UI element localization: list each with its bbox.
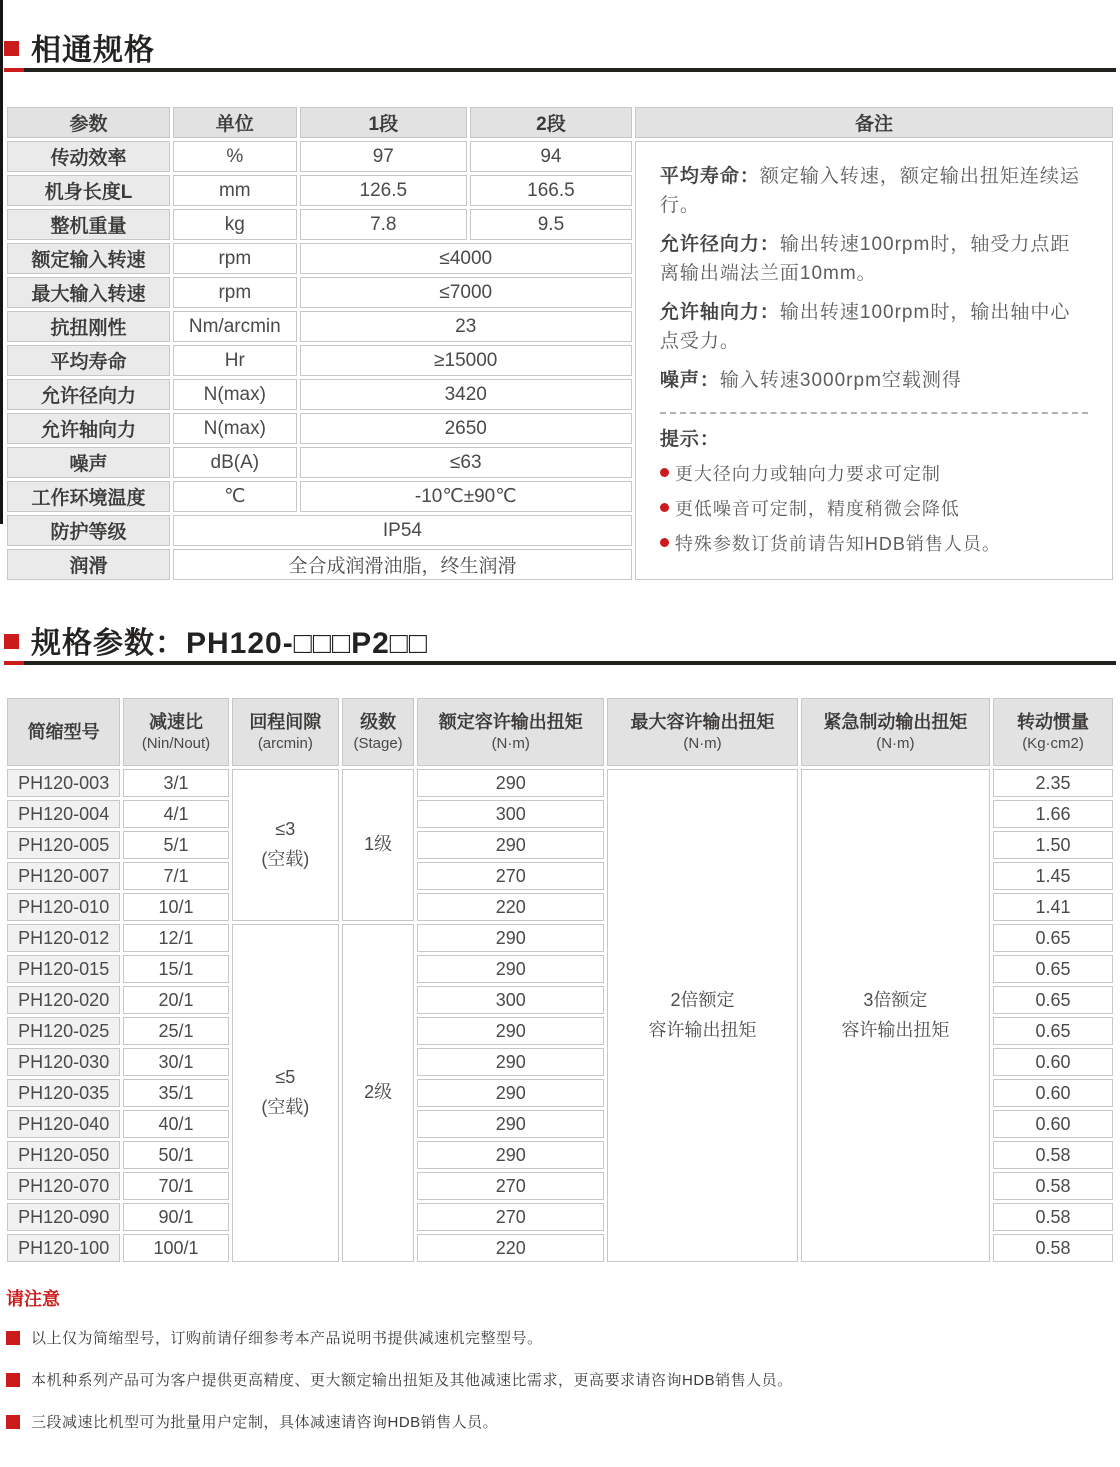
notice-item <box>6 1411 1116 1432</box>
unit-cell: N(max) <box>173 413 297 444</box>
max-torque-line: 容许输出扭矩 <box>648 1019 757 1040</box>
ratio-cell: 40/1 <box>123 1110 228 1138</box>
ratio-cell: 10/1 <box>123 893 228 921</box>
remarks-divider-line <box>660 412 1088 414</box>
col-header-param: 参数 <box>7 107 170 138</box>
unit-cell: mm <box>173 175 297 206</box>
rule-red-segment <box>4 68 24 72</box>
value-cell: 2650 <box>300 413 632 444</box>
remark-item <box>660 231 1088 288</box>
tip-text: 特殊参数订货前请告知HDB销售人员。 <box>674 533 1001 554</box>
bullet-dot-icon <box>660 503 669 512</box>
rated-torque-cell: 270 <box>417 862 604 890</box>
section1-rule <box>4 68 1116 72</box>
remark-text: 输入转速3000rpm空载测得 <box>719 370 962 391</box>
model-cell: PH120-015 <box>7 955 120 983</box>
backlash-cell <box>232 769 339 921</box>
section-notice <box>4 1285 1116 1432</box>
unit-cell: % <box>173 141 297 172</box>
bullet-square-icon <box>6 1373 20 1387</box>
value-cell: IP54 <box>173 515 632 546</box>
table-header-row <box>7 698 1113 766</box>
model-cell: PH120-003 <box>7 769 120 797</box>
backlash-note: (空载) <box>261 1097 310 1117</box>
spec-param-table <box>4 695 1116 1265</box>
tip-text: 更低噪音可定制，精度稍微会降低 <box>674 498 960 519</box>
rated-torque-cell: 290 <box>417 1110 604 1138</box>
notice-text: 本机种系列产品可为客户提供更高精度、更大额定输出扭矩及其他减速比需求，更高要求请咨询HDB销售人员。 <box>31 1372 793 1389</box>
inertia-cell: 0.65 <box>993 1017 1113 1045</box>
rated-torque-cell: 290 <box>417 955 604 983</box>
ratio-cell: 4/1 <box>123 800 228 828</box>
section1-heading <box>4 30 1116 67</box>
unit-cell: N(max) <box>173 379 297 410</box>
col-header-brake-torque: 紧急制动输出扭矩 (N·m) <box>801 698 990 766</box>
param-cell: 工作环境温度 <box>7 481 170 512</box>
value-cell: ≤4000 <box>300 243 632 274</box>
param-cell: 最大输入转速 <box>7 277 170 308</box>
tip-item <box>660 495 1088 521</box>
section1-title: 相通规格 <box>31 34 155 67</box>
unit-cell: Hr <box>173 345 297 376</box>
rated-torque-cell: 290 <box>417 1141 604 1169</box>
inertia-cell: 1.45 <box>993 862 1113 890</box>
value-cell: 23 <box>300 311 632 342</box>
tip-text: 更大径向力或轴向力要求可定制 <box>674 463 941 484</box>
tip-item <box>660 530 1088 556</box>
section2-rule <box>4 661 1116 665</box>
spec-row <box>7 769 1113 797</box>
model-cell: PH120-007 <box>7 862 120 890</box>
value-cell: ≤63 <box>300 447 632 478</box>
max-torque-cell <box>607 769 797 1262</box>
model-cell: PH120-050 <box>7 1141 120 1169</box>
col-header-inertia: 转动惯量 (Kg·cm2) <box>993 698 1113 766</box>
value-cell-stage1: 7.8 <box>300 209 467 240</box>
param-cell: 机身长度L <box>7 175 170 206</box>
notice-item <box>6 1327 1116 1348</box>
remark-text: 额定输入转速，额定输出扭矩连续运行。 <box>659 166 1080 216</box>
model-cell: PH120-030 <box>7 1048 120 1076</box>
notice-item <box>6 1369 1116 1390</box>
rated-torque-cell: 290 <box>417 924 604 952</box>
value-cell-stage2: 94 <box>470 141 632 172</box>
remarks-cell <box>635 141 1113 580</box>
param-cell: 防护等级 <box>7 515 170 546</box>
remark-label: 允许轴向力： <box>659 302 780 323</box>
param-cell: 噪声 <box>7 447 170 478</box>
inertia-cell: 0.58 <box>993 1172 1113 1200</box>
notice-title: 请注意 <box>6 1289 60 1309</box>
max-torque-line: 2倍额定 <box>670 989 735 1010</box>
model-cell: PH120-090 <box>7 1203 120 1231</box>
inertia-cell: 0.65 <box>993 986 1113 1014</box>
param-cell: 平均寿命 <box>7 345 170 376</box>
col-header-ratio: 减速比 (Nin/Nout) <box>123 698 228 766</box>
model-cell: PH120-040 <box>7 1110 120 1138</box>
model-cell: PH120-100 <box>7 1234 120 1262</box>
tip-item <box>660 460 1088 486</box>
model-cell: PH120-025 <box>7 1017 120 1045</box>
ratio-cell: 35/1 <box>123 1079 228 1107</box>
backlash-value: ≤5 <box>275 1067 296 1088</box>
remark-text: 输出转速100rpm时，输出轴中心点受力。 <box>659 302 1071 352</box>
notice-text: 三段减速比机型可为批量用户定制，具体减速请咨询HDB销售人员。 <box>31 1414 499 1431</box>
value-cell: ≥15000 <box>300 345 632 376</box>
col-header-stage1: 1段 <box>300 107 467 138</box>
inertia-cell: 0.65 <box>993 955 1113 983</box>
col-header-remarks: 备注 <box>635 107 1113 138</box>
value-cell: ≤7000 <box>300 277 632 308</box>
ratio-cell: 50/1 <box>123 1141 228 1169</box>
value-cell: 3420 <box>300 379 632 410</box>
param-cell: 额定输入转速 <box>7 243 170 274</box>
backlash-cell <box>232 924 339 1262</box>
bullet-square-icon <box>6 1415 20 1429</box>
tips-title: 提示： <box>659 428 720 450</box>
ratio-cell: 12/1 <box>123 924 228 952</box>
model-cell: PH120-035 <box>7 1079 120 1107</box>
backlash-value: ≤3 <box>275 819 296 840</box>
inertia-cell: 0.60 <box>993 1079 1113 1107</box>
remark-text: 输出转速100rpm时，轴受力点距离输出端法兰面10mm。 <box>659 234 1071 284</box>
rated-torque-cell: 290 <box>417 1079 604 1107</box>
param-cell: 抗扭刚性 <box>7 311 170 342</box>
col-header-unit: 单位 <box>173 107 297 138</box>
col-header-max-torque: 最大容许输出扭矩 (N·m) <box>607 698 797 766</box>
ratio-cell: 30/1 <box>123 1048 228 1076</box>
ratio-cell: 70/1 <box>123 1172 228 1200</box>
unit-cell: rpm <box>173 277 297 308</box>
ratio-cell: 90/1 <box>123 1203 228 1231</box>
rated-torque-cell: 290 <box>417 1017 604 1045</box>
value-cell-stage1: 126.5 <box>300 175 467 206</box>
model-cell: PH120-010 <box>7 893 120 921</box>
section-marker-icon <box>4 41 19 56</box>
rated-torque-cell: 300 <box>417 986 604 1014</box>
stage-cell: 1级 <box>342 769 414 921</box>
model-cell: PH120-012 <box>7 924 120 952</box>
inertia-cell: 0.58 <box>993 1203 1113 1231</box>
section-marker-icon <box>4 634 19 649</box>
model-cell: PH120-005 <box>7 831 120 859</box>
inertia-cell: 1.41 <box>993 893 1113 921</box>
param-cell: 允许径向力 <box>7 379 170 410</box>
remark-label: 平均寿命： <box>659 166 760 187</box>
model-cell: PH120-004 <box>7 800 120 828</box>
param-cell: 允许轴向力 <box>7 413 170 444</box>
rated-torque-cell: 300 <box>417 800 604 828</box>
inertia-cell: 0.58 <box>993 1141 1113 1169</box>
ratio-cell: 100/1 <box>123 1234 228 1262</box>
model-code: PH120-□□□P2□□ <box>186 627 429 660</box>
unit-cell: dB(A) <box>173 447 297 478</box>
section-spec-params <box>4 623 1116 1265</box>
stage-cell: 2级 <box>342 924 414 1262</box>
remark-label: 允许径向力： <box>659 234 780 255</box>
inertia-cell: 1.50 <box>993 831 1113 859</box>
remark-item <box>660 163 1088 220</box>
col-header-backlash: 回程间隙 (arcmin) <box>232 698 339 766</box>
rated-torque-cell: 270 <box>417 1172 604 1200</box>
ratio-cell: 15/1 <box>123 955 228 983</box>
rated-torque-cell: 290 <box>417 831 604 859</box>
rated-torque-cell: 290 <box>417 769 604 797</box>
value-cell-stage2: 166.5 <box>470 175 632 206</box>
spec-row <box>7 141 1113 172</box>
model-cell: PH120-020 <box>7 986 120 1014</box>
ratio-cell: 20/1 <box>123 986 228 1014</box>
rule-red-segment <box>4 661 24 665</box>
col-header-rated-torque: 额定容许输出扭矩 (N·m) <box>417 698 604 766</box>
rated-torque-cell: 220 <box>417 1234 604 1262</box>
brake-torque-cell <box>801 769 990 1262</box>
ratio-cell: 25/1 <box>123 1017 228 1045</box>
brake-torque-line: 3倍额定 <box>863 989 928 1010</box>
col-header-model: 简缩型号 <box>7 698 120 766</box>
inertia-cell: 0.60 <box>993 1048 1113 1076</box>
unit-cell: ℃ <box>173 481 297 512</box>
remark-label: 噪声： <box>659 370 720 391</box>
ratio-cell: 3/1 <box>123 769 228 797</box>
value-cell: 全合成润滑油脂，终生润滑 <box>173 549 632 580</box>
value-cell: -10℃±90℃ <box>300 481 632 512</box>
remark-item <box>660 299 1088 356</box>
section-common-specs <box>4 30 1116 583</box>
param-cell: 整机重量 <box>7 209 170 240</box>
inertia-cell: 1.66 <box>993 800 1113 828</box>
table-header-row <box>7 107 1113 138</box>
bullet-dot-icon <box>660 538 669 547</box>
bullet-square-icon <box>6 1331 20 1345</box>
model-cell: PH120-070 <box>7 1172 120 1200</box>
section2-title: 规格参数：PH120-□□□P2□□ <box>31 627 429 660</box>
rated-torque-cell: 290 <box>417 1048 604 1076</box>
notice-text: 以上仅为简缩型号，订购前请仔细参考本产品说明书提供减速机完整型号。 <box>31 1330 543 1347</box>
unit-cell: kg <box>173 209 297 240</box>
ratio-cell: 5/1 <box>123 831 228 859</box>
bullet-dot-icon <box>660 468 669 477</box>
common-spec-table <box>4 104 1116 583</box>
brake-torque-line: 容许输出扭矩 <box>841 1019 950 1040</box>
param-cell: 润滑 <box>7 549 170 580</box>
section2-heading <box>4 623 1116 660</box>
unit-cell: Nm/arcmin <box>173 311 297 342</box>
rated-torque-cell: 270 <box>417 1203 604 1231</box>
inertia-cell: 0.58 <box>993 1234 1113 1262</box>
param-cell: 传动效率 <box>7 141 170 172</box>
rated-torque-cell: 220 <box>417 893 604 921</box>
value-cell-stage2: 9.5 <box>470 209 632 240</box>
inertia-cell: 0.65 <box>993 924 1113 952</box>
ratio-cell: 7/1 <box>123 862 228 890</box>
col-header-stage2: 2段 <box>470 107 632 138</box>
remark-item <box>660 367 1088 396</box>
page-edge-bar <box>0 0 3 524</box>
unit-cell: rpm <box>173 243 297 274</box>
inertia-cell: 0.60 <box>993 1110 1113 1138</box>
col-header-stage: 级数 (Stage) <box>342 698 414 766</box>
value-cell-stage1: 97 <box>300 141 467 172</box>
inertia-cell: 2.35 <box>993 769 1113 797</box>
notice-list <box>6 1327 1116 1432</box>
backlash-note: (空载) <box>261 849 310 869</box>
